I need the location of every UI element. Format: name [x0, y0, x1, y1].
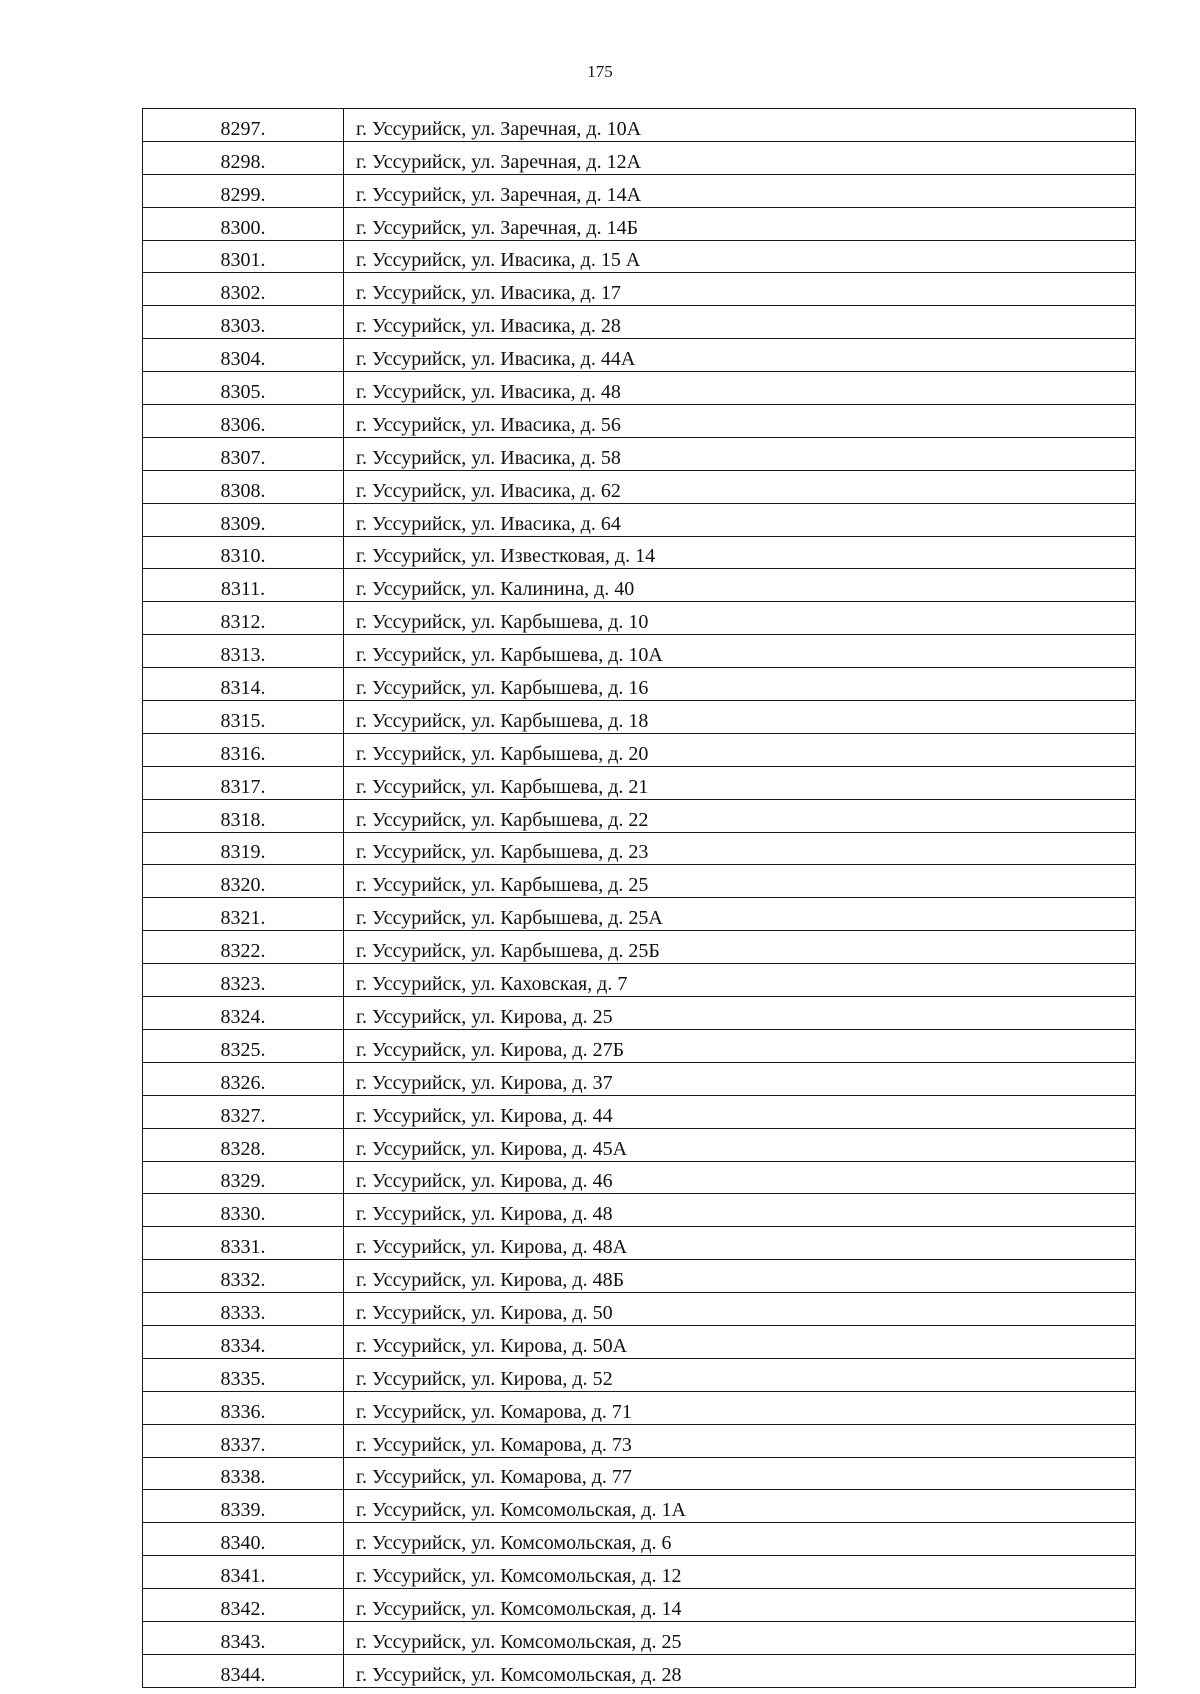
row-number: 8306. — [143, 405, 344, 438]
row-address: г. Уссурийск, ул. Комсомольская, д. 6 — [344, 1523, 1136, 1556]
row-number: 8330. — [143, 1194, 344, 1227]
table-row — [143, 1325, 1136, 1358]
table-row — [143, 766, 1136, 799]
row-address: г. Уссурийск, ул. Заречная, д. 14Б — [344, 207, 1136, 240]
row-number: 8329. — [143, 1161, 344, 1194]
row-address: г. Уссурийск, ул. Кирова, д. 44 — [344, 1095, 1136, 1128]
row-number: 8332. — [143, 1260, 344, 1293]
table-row — [143, 635, 1136, 668]
row-address: г. Уссурийск, ул. Известковая, д. 14 — [344, 536, 1136, 569]
row-number: 8344. — [143, 1654, 344, 1687]
table-row — [143, 405, 1136, 438]
address-table-body — [143, 109, 1136, 1688]
row-number: 8325. — [143, 1029, 344, 1062]
table-row — [143, 470, 1136, 503]
row-address: г. Уссурийск, ул. Ивасика, д. 62 — [344, 470, 1136, 503]
row-number: 8326. — [143, 1062, 344, 1095]
row-number: 8328. — [143, 1128, 344, 1161]
row-number: 8301. — [143, 240, 344, 273]
row-address: г. Уссурийск, ул. Ивасика, д. 17 — [344, 273, 1136, 306]
row-address: г. Уссурийск, ул. Заречная, д. 10А — [344, 109, 1136, 142]
row-number: 8304. — [143, 339, 344, 372]
table-row — [143, 1490, 1136, 1523]
table-row — [143, 569, 1136, 602]
row-address: г. Уссурийск, ул. Кирова, д. 27Б — [344, 1029, 1136, 1062]
row-number: 8319. — [143, 832, 344, 865]
table-row — [143, 997, 1136, 1030]
table-row — [143, 536, 1136, 569]
row-address: г. Уссурийск, ул. Ивасика, д. 44А — [344, 339, 1136, 372]
table-row — [143, 602, 1136, 635]
row-number: 8343. — [143, 1621, 344, 1654]
row-number: 8312. — [143, 602, 344, 635]
row-address: г. Уссурийск, ул. Кирова, д. 50А — [344, 1325, 1136, 1358]
table-row — [143, 733, 1136, 766]
table-row — [143, 1391, 1136, 1424]
row-address: г. Уссурийск, ул. Кирова, д. 45А — [344, 1128, 1136, 1161]
table-row — [143, 1095, 1136, 1128]
table-row — [143, 1358, 1136, 1391]
row-address: г. Уссурийск, ул. Комсомольская, д. 12 — [344, 1556, 1136, 1589]
row-number: 8307. — [143, 437, 344, 470]
row-address: г. Уссурийск, ул. Карбышева, д. 21 — [344, 766, 1136, 799]
row-address: г. Уссурийск, ул. Ивасика, д. 56 — [344, 405, 1136, 438]
row-address: г. Уссурийск, ул. Комарова, д. 77 — [344, 1457, 1136, 1490]
table-row — [143, 1457, 1136, 1490]
table-row — [143, 273, 1136, 306]
row-number: 8309. — [143, 503, 344, 536]
table-row — [143, 372, 1136, 405]
row-address: г. Уссурийск, ул. Кирова, д. 52 — [344, 1358, 1136, 1391]
row-number: 8313. — [143, 635, 344, 668]
table-row — [143, 437, 1136, 470]
table-row — [143, 832, 1136, 865]
row-number: 8310. — [143, 536, 344, 569]
row-address: г. Уссурийск, ул. Кирова, д. 48А — [344, 1227, 1136, 1260]
row-address: г. Уссурийск, ул. Калинина, д. 40 — [344, 569, 1136, 602]
row-number: 8333. — [143, 1293, 344, 1326]
row-address: г. Уссурийск, ул. Комарова, д. 73 — [344, 1424, 1136, 1457]
row-number: 8316. — [143, 733, 344, 766]
row-number: 8321. — [143, 898, 344, 931]
row-address: г. Уссурийск, ул. Комсомольская, д. 25 — [344, 1621, 1136, 1654]
row-number: 8308. — [143, 470, 344, 503]
row-address: г. Уссурийск, ул. Ивасика, д. 48 — [344, 372, 1136, 405]
row-number: 8320. — [143, 865, 344, 898]
row-address: г. Уссурийск, ул. Карбышева, д. 25Б — [344, 931, 1136, 964]
table-row — [143, 1621, 1136, 1654]
table-row — [143, 1227, 1136, 1260]
row-address: г. Уссурийск, ул. Кирова, д. 48 — [344, 1194, 1136, 1227]
table-row — [143, 1654, 1136, 1687]
row-number: 8342. — [143, 1589, 344, 1622]
row-number: 8337. — [143, 1424, 344, 1457]
row-address: г. Уссурийск, ул. Ивасика, д. 64 — [344, 503, 1136, 536]
table-row — [143, 141, 1136, 174]
table-row — [143, 1293, 1136, 1326]
table-row — [143, 799, 1136, 832]
row-number: 8322. — [143, 931, 344, 964]
row-number: 8338. — [143, 1457, 344, 1490]
row-address: г. Уссурийск, ул. Комарова, д. 71 — [344, 1391, 1136, 1424]
row-number: 8303. — [143, 306, 344, 339]
row-number: 8340. — [143, 1523, 344, 1556]
row-number: 8341. — [143, 1556, 344, 1589]
page-number: 175 — [587, 62, 613, 81]
table-row — [143, 865, 1136, 898]
row-address: г. Уссурийск, ул. Карбышева, д. 16 — [344, 668, 1136, 701]
table-row — [143, 109, 1136, 142]
row-address: г. Уссурийск, ул. Каховская, д. 7 — [344, 964, 1136, 997]
row-address: г. Уссурийск, ул. Ивасика, д. 58 — [344, 437, 1136, 470]
table-row — [143, 306, 1136, 339]
row-number: 8298. — [143, 141, 344, 174]
row-address: г. Уссурийск, ул. Ивасика, д. 15 А — [344, 240, 1136, 273]
row-address: г. Уссурийск, ул. Кирова, д. 46 — [344, 1161, 1136, 1194]
table-row — [143, 931, 1136, 964]
table-row — [143, 339, 1136, 372]
row-address: г. Уссурийск, ул. Карбышева, д. 10 — [344, 602, 1136, 635]
table-row — [143, 1424, 1136, 1457]
row-address: г. Уссурийск, ул. Ивасика, д. 28 — [344, 306, 1136, 339]
table-row — [143, 701, 1136, 734]
row-number: 8315. — [143, 701, 344, 734]
row-number: 8300. — [143, 207, 344, 240]
table-row — [143, 1062, 1136, 1095]
row-address: г. Уссурийск, ул. Комсомольская, д. 1А — [344, 1490, 1136, 1523]
row-address: г. Уссурийск, ул. Карбышева, д. 25 — [344, 865, 1136, 898]
row-address: г. Уссурийск, ул. Заречная, д. 14А — [344, 174, 1136, 207]
row-number: 8339. — [143, 1490, 344, 1523]
row-number: 8302. — [143, 273, 344, 306]
row-address: г. Уссурийск, ул. Карбышева, д. 20 — [344, 733, 1136, 766]
table-row — [143, 964, 1136, 997]
row-address: г. Уссурийск, ул. Кирова, д. 50 — [344, 1293, 1136, 1326]
table-row — [143, 1128, 1136, 1161]
table-row — [143, 1589, 1136, 1622]
row-address: г. Уссурийск, ул. Карбышева, д. 25А — [344, 898, 1136, 931]
address-table — [142, 108, 1136, 1688]
row-address: г. Уссурийск, ул. Кирова, д. 48Б — [344, 1260, 1136, 1293]
table-row — [143, 1161, 1136, 1194]
row-number: 8317. — [143, 766, 344, 799]
row-number: 8336. — [143, 1391, 344, 1424]
table-row — [143, 1194, 1136, 1227]
row-address: г. Уссурийск, ул. Комсомольская, д. 28 — [344, 1654, 1136, 1687]
row-number: 8318. — [143, 799, 344, 832]
table-row — [143, 503, 1136, 536]
table-row — [143, 207, 1136, 240]
table-row — [143, 1523, 1136, 1556]
row-address: г. Уссурийск, ул. Карбышева, д. 22 — [344, 799, 1136, 832]
row-address: г. Уссурийск, ул. Заречная, д. 12А — [344, 141, 1136, 174]
table-row — [143, 1029, 1136, 1062]
row-number: 8311. — [143, 569, 344, 602]
table-row — [143, 668, 1136, 701]
row-number: 8331. — [143, 1227, 344, 1260]
row-number: 8305. — [143, 372, 344, 405]
row-number: 8323. — [143, 964, 344, 997]
row-number: 8327. — [143, 1095, 344, 1128]
table-row — [143, 898, 1136, 931]
table-row — [143, 240, 1136, 273]
row-address: г. Уссурийск, ул. Кирова, д. 25 — [344, 997, 1136, 1030]
table-row — [143, 1260, 1136, 1293]
table-row — [143, 1556, 1136, 1589]
row-number: 8324. — [143, 997, 344, 1030]
row-number: 8335. — [143, 1358, 344, 1391]
row-number: 8297. — [143, 109, 344, 142]
row-number: 8314. — [143, 668, 344, 701]
row-address: г. Уссурийск, ул. Кирова, д. 37 — [344, 1062, 1136, 1095]
row-address: г. Уссурийск, ул. Карбышева, д. 18 — [344, 701, 1136, 734]
row-address: г. Уссурийск, ул. Карбышева, д. 10А — [344, 635, 1136, 668]
row-address: г. Уссурийск, ул. Карбышева, д. 23 — [344, 832, 1136, 865]
row-number: 8299. — [143, 174, 344, 207]
row-address: г. Уссурийск, ул. Комсомольская, д. 14 — [344, 1589, 1136, 1622]
row-number: 8334. — [143, 1325, 344, 1358]
table-row — [143, 174, 1136, 207]
